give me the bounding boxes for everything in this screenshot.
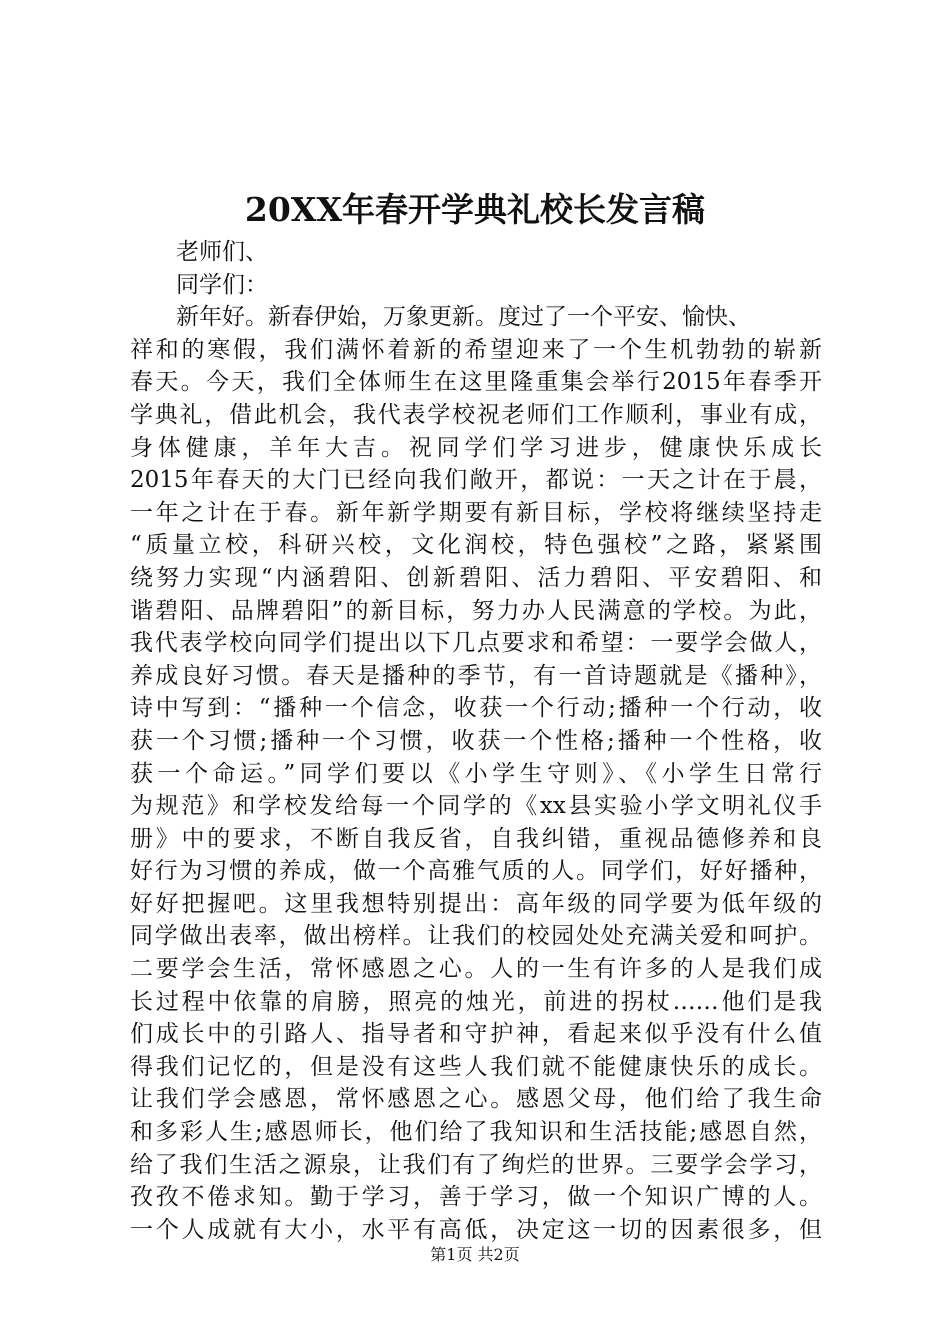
paragraph-line: 我代表学校向同学们提出以下几点要求和希望：一要学会做人， <box>130 630 822 657</box>
paragraph-line: 册》中的要求，不断自我反省，自我纠错，重视品德修养和良 <box>130 825 822 852</box>
paragraph-line: 们成长中的引路人、指导者和守护神，看起来似乎没有什么值 <box>130 1021 822 1048</box>
paragraph-line: 身体健康，羊年大吉。祝同学们学习进步，健康快乐成长 <box>130 434 822 461</box>
paragraph-line: 孜孜不倦求知。勤于学习，善于学习，做一个知识广博的人。 <box>130 1184 822 1211</box>
document-title: 20XX年春开学典礼校长发言稿 <box>244 190 706 229</box>
salutation-line: 同学们： <box>176 271 268 298</box>
paragraph-line: 春天。今天，我们全体师生在这里隆重集会举行2015年春季开 <box>130 369 822 396</box>
paragraph-line: 绕努力实现“内涵碧阳、创新碧阳、活力碧阳、平安碧阳、和 <box>130 564 822 591</box>
paragraph-line: 学典礼，借此机会，我代表学校祝老师们工作顺利，事业有成， <box>130 401 822 428</box>
document-body <box>130 236 822 1246</box>
paragraph-line: 祥和的寒假，我们满怀着新的希望迎来了一个生机勃勃的崭新 <box>130 336 822 363</box>
paragraph-line: 长过程中依靠的肩膀，照亮的烛光，前进的拐杖……他们是我 <box>130 988 822 1015</box>
paragraph-line: 养成良好习惯。春天是播种的季节，有一首诗题就是《播种》， <box>130 662 822 689</box>
paragraph-line: 让我们学会感恩，常怀感恩之心。感恩父母，他们给了我生命 <box>130 1086 822 1113</box>
paragraph-line: 诗中写到：“播种一个信念，收获一个行动;播种一个行动，收 <box>130 695 822 722</box>
paragraph-line: 获一个习惯;播种一个习惯，收获一个性格;播种一个性格，收 <box>130 727 822 754</box>
paragraph-line: 好好把握吧。这里我想特别提出：高年级的同学要为低年级的 <box>130 890 822 917</box>
paragraph-line: 2015年春天的大门已经向我们敞开，都说：一天之计在于晨， <box>130 467 822 494</box>
paragraph-line: 为规范》和学校发给每一个同学的《xx县实验小学文明礼仪手 <box>130 793 822 820</box>
salutation-line: 老师们、 <box>176 239 268 265</box>
paragraph-line: 同学做出表率，做出榜样。让我们的校园处处充满关爱和呵护。 <box>130 923 822 950</box>
paragraph-line: 获一个命运。”同学们要以《小学生守则》、《小学生日常行 <box>130 760 822 787</box>
paragraph-line: 给了我们生活之源泉，让我们有了绚烂的世界。三要学会学习， <box>130 1151 822 1178</box>
paragraph-line: 得我们记忆的，但是没有这些人我们就不能健康快乐的成长。 <box>130 1053 822 1080</box>
paragraph-line: 谐碧阳、品牌碧阳”的新目标，努力办人民满意的学校。为此， <box>130 597 822 624</box>
paragraph-line: 一年之计在于春。新年新学期要有新目标，学校将继续坚持走 <box>130 499 822 526</box>
paragraph-line: 一个人成就有大小，水平有高低，决定这一切的因素很多，但 <box>130 1216 822 1243</box>
page-number-footer: 第1页 共2页 <box>430 1245 520 1264</box>
paragraph-line: 和多彩人生;感恩师长，他们给了我知识和生活技能;感恩自然， <box>130 1119 822 1146</box>
paragraph-line: 好行为习惯的养成，做一个高雅气质的人。同学们，好好播种， <box>130 858 822 885</box>
paragraph-line: 二要学会生活，常怀感恩之心。人的一生有许多的人是我们成 <box>130 956 822 983</box>
paragraph-line: 新年好。新春伊始，万象更新。度过了一个平安、愉快、 <box>176 304 751 331</box>
paragraph-line: “质量立校，科研兴校，文化润校，特色强校”之路，紧紧围 <box>130 532 822 559</box>
